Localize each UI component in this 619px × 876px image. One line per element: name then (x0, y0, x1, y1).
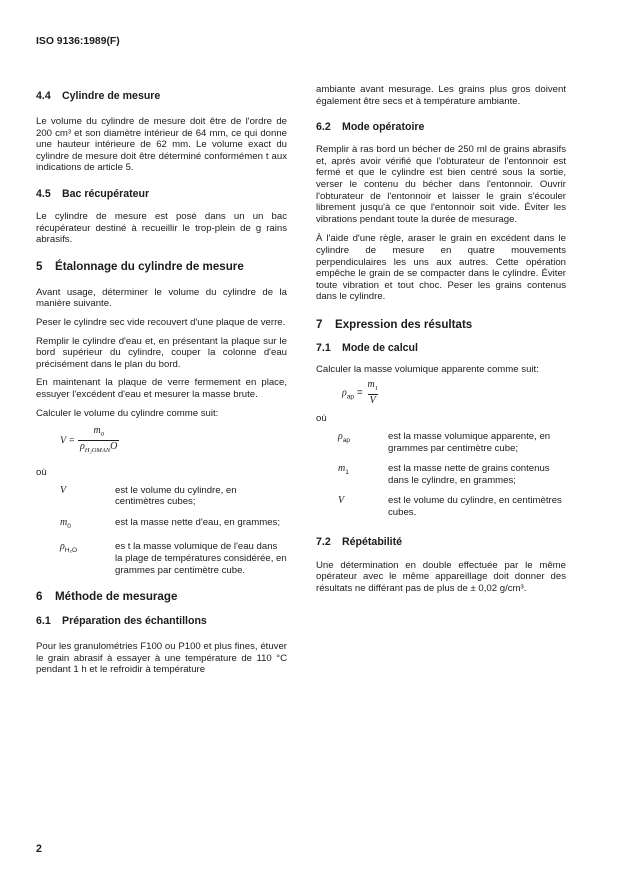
where-label: où (36, 467, 47, 479)
heading-4-4: 4.4 Cylindre de mesure (36, 90, 161, 102)
right-column (316, 84, 566, 594)
paragraph-7-1: Calculer la masse volumique apparente comme suit: (316, 363, 539, 375)
definition-list-7 (316, 431, 566, 519)
left-column (36, 90, 287, 676)
paragraph-4-5: Le cylindre de mesure est posé dans un un bac récupérateur destiné à recueillir le trop-plein de g rains abrasifs. (36, 210, 287, 246)
document-id: ISO 9136:1989(F) (36, 36, 120, 47)
paragraph-4-4: Le volume du cylindre de mesure doit être de l'ordre de 200 cm³ et son diamètre intérieur de 64 mm, ce qui donne une hauteur intérieure de 62 mm. Le volume exact du cylindre de mesure doit être déterminé conformémen t aux indications de article 5. (36, 116, 287, 174)
definition-row: $\rho_{ap}$ est la masse volumique apparente, en grammes par centimètre cube; (338, 431, 551, 454)
paragraph-5-3: Remplir le cylindre d'eau et, en présentant la plaque sur le bord supérieur du cylindre, couper la colonne d'eau précisément dans le plan du bord. (36, 335, 287, 370)
paragraph-5-5: Calculer le volume du cylindre comme suit: (36, 407, 219, 419)
definition-row: V est le volume du cylindre, en centimètres cubes; (60, 484, 237, 508)
formula-density: $\rho_{ap}$ = $\frac{m_1}{V}$ (342, 378, 378, 406)
heading-5: 5 Étalonnage du cylindre de mesure (36, 259, 244, 273)
heading-4-5: 4.5 Bac récupérateur (36, 187, 150, 200)
paragraph-5-2: Peser le cylindre sec vide recouvert d'une plaque de verre. (36, 316, 286, 328)
paragraph-6-2-2: À l'aide d'une règle, araser le grain en excédent dans le cylindre de mesure en quatre mouvements perpendiculaires les uns aux autres. Cette opération empêche le grain de se compacter dans le cylindre. Éviter toute vibration et tout choc. Peser les grains contenus dans le cylindre. (316, 233, 566, 303)
formula-volume: V = $\frac{m_0}{\rho_{H_2OMAN}O}$ (36, 425, 287, 457)
heading-7-2: 7.2 Répétabilité (316, 535, 403, 548)
heading-7: 7 Expression des résultats (316, 317, 473, 331)
heading-6-2: 6.2 Mode opératoire (316, 121, 425, 134)
paragraph-6-2-1: Remplir à ras bord un bécher de 250 ml de grains abrasifs et, après avoir vérifié que l'obturateur de l'entonnoir est fermé et que le cylindre est bien centré sous la sortie, verser le contenu du bécher dans l'entonnoir. Ouvrir l'obturateur de l'entonnoir et laisser le grain s'écouler librement jusqu'à ce que l'entonnoir soit vide. Éviter les vibrations pendant toute la durée de mesurage. (316, 144, 566, 225)
definition-list-5 (36, 485, 287, 576)
definition-row: $m_0$ est la masse nette d'eau, en grammes; (60, 516, 281, 530)
where-label: où (316, 412, 327, 424)
paragraph-6-1: Pour les granulométries F100 ou P100 et plus fines, étuver le grain abrasif à essayer à une température de 110 °C pendant 1 h et le refroidir à température (36, 641, 287, 676)
paragraph-continued: ambiante avant mesurage. Les grains plus gros doivent également être secs et à température ambiante. (316, 84, 566, 107)
definition-row: $\rho_{H_2O}$ es t la masse volumique de l'eau dans la plage de températures considérée, en grammes par centimètre cube. (60, 541, 287, 576)
heading-6: 6 Méthode de mesurage (36, 590, 178, 604)
paragraph-5-1: Avant usage, déterminer le volume du cylindre de la manière suivante. (36, 286, 287, 310)
page-number: 2 (36, 843, 42, 855)
paragraph-5-4: En maintenant la plaque de verre fermement en place, essuyer l'excédent d'eau et mesurer la masse brute. (36, 377, 287, 400)
heading-7-1: 7.1 Mode de calcul (316, 341, 418, 354)
definition-row: $m_1$ est la masse nette de grains contenus dans le cylindre, en grammes; (338, 463, 550, 486)
definition-row: V est le volume du cylindre, en centimètres cubes. (338, 495, 562, 519)
heading-6-1: 6.1 Préparation des échantillons (36, 615, 207, 628)
paragraph-7-2: Une détermination en double effectuée par le même opérateur avec le même appareillage doit donner des résultats ne différant pas de plus de ± 0,02 g/cm³. (316, 559, 566, 594)
